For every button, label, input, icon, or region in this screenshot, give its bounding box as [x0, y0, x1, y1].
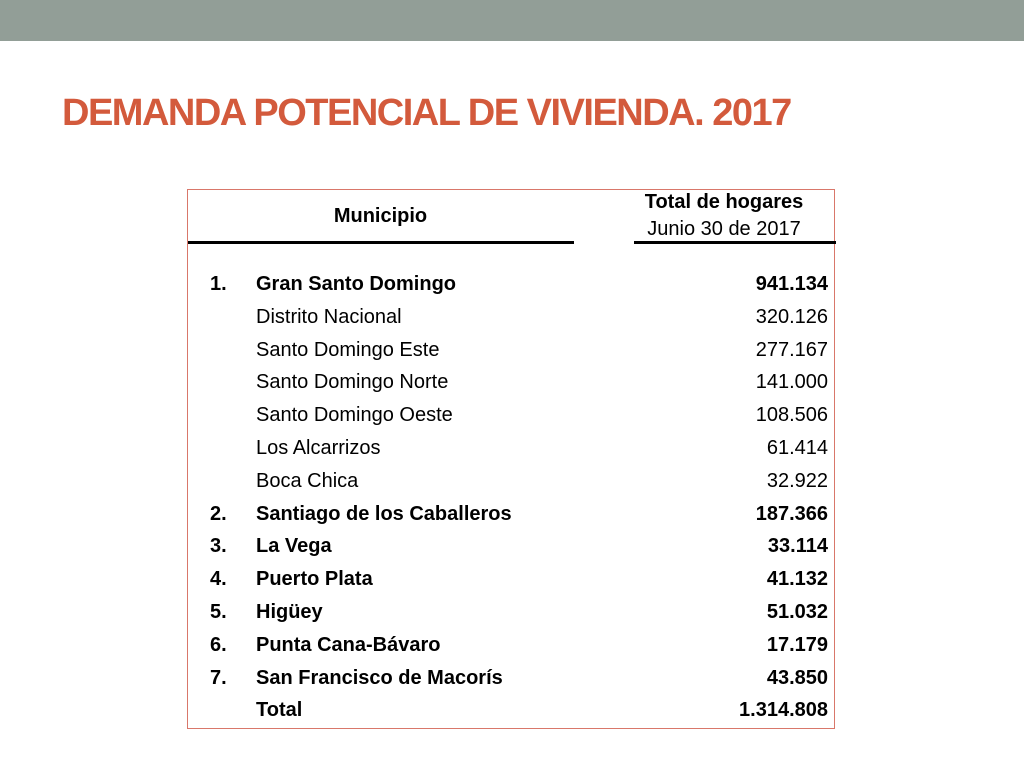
table-row: [188, 499, 834, 532]
row-municipio: Puerto Plata: [256, 568, 373, 591]
row-municipio: Los Alcarrizos: [256, 436, 381, 459]
header-rule-left: [188, 241, 574, 244]
row-municipio: Santo Domingo Oeste: [256, 404, 453, 427]
row-value: 141.000: [755, 371, 828, 394]
row-value: 41.132: [766, 568, 828, 591]
row-municipio: La Vega: [256, 535, 332, 558]
row-number: 4.: [210, 568, 227, 591]
top-accent-bar: [0, 0, 1024, 41]
table-row: [188, 400, 834, 433]
table-row: [188, 269, 834, 302]
row-municipio: San Francisco de Macorís: [256, 666, 503, 689]
table-body: [188, 269, 834, 728]
row-municipio: Higüey: [256, 600, 323, 623]
row-number: 5.: [210, 600, 227, 623]
row-value: 61.414: [766, 436, 828, 459]
table-row: [188, 433, 834, 466]
row-value: 51.032: [766, 600, 828, 623]
row-municipio: Punta Cana-Bávaro: [256, 633, 441, 656]
table-row: [188, 302, 834, 335]
column-header-municipio: Municipio: [333, 205, 428, 227]
row-value: 43.850: [766, 666, 828, 689]
row-value: 32.922: [766, 469, 828, 492]
row-number: 3.: [210, 535, 227, 558]
row-municipio: Santiago de los Caballeros: [256, 502, 512, 525]
row-value: 320.126: [755, 305, 828, 328]
row-municipio: Distrito Nacional: [256, 305, 402, 328]
table-row-total: [188, 695, 834, 728]
table-row: [188, 466, 834, 499]
row-municipio: Boca Chica: [256, 469, 359, 492]
row-number: 1.: [210, 273, 227, 295]
column-header-date: Junio 30 de 2017: [647, 218, 801, 240]
row-value: 1.314.808: [739, 699, 828, 722]
table-row: [188, 367, 834, 400]
table-row: [188, 564, 834, 597]
row-municipio: Gran Santo Domingo: [256, 273, 456, 295]
row-municipio: Santo Domingo Norte: [256, 371, 449, 394]
table-row: [188, 630, 834, 663]
row-number: 2.: [210, 502, 227, 525]
table-row: [188, 663, 834, 696]
table-row: [188, 531, 834, 564]
slide-title: DEMANDA POTENCIAL DE VIVIENDA. 2017: [62, 92, 791, 134]
row-number: 7.: [210, 666, 227, 689]
row-value: 277.167: [755, 338, 828, 361]
row-value: 187.366: [755, 502, 828, 525]
row-value: 33.114: [767, 535, 828, 558]
row-municipio: Total: [256, 699, 303, 722]
table-row: [188, 597, 834, 630]
row-value: 17.179: [766, 633, 828, 656]
row-number: 6.: [210, 633, 227, 656]
column-header-total-hogares: Total de hogares: [644, 191, 804, 213]
row-value: 108.506: [755, 404, 828, 427]
row-value: 941.134: [755, 273, 828, 295]
housing-demand-table: [187, 189, 835, 729]
row-municipio: Santo Domingo Este: [256, 338, 440, 361]
header-rule-right: [634, 241, 836, 244]
table-row: [188, 335, 834, 368]
